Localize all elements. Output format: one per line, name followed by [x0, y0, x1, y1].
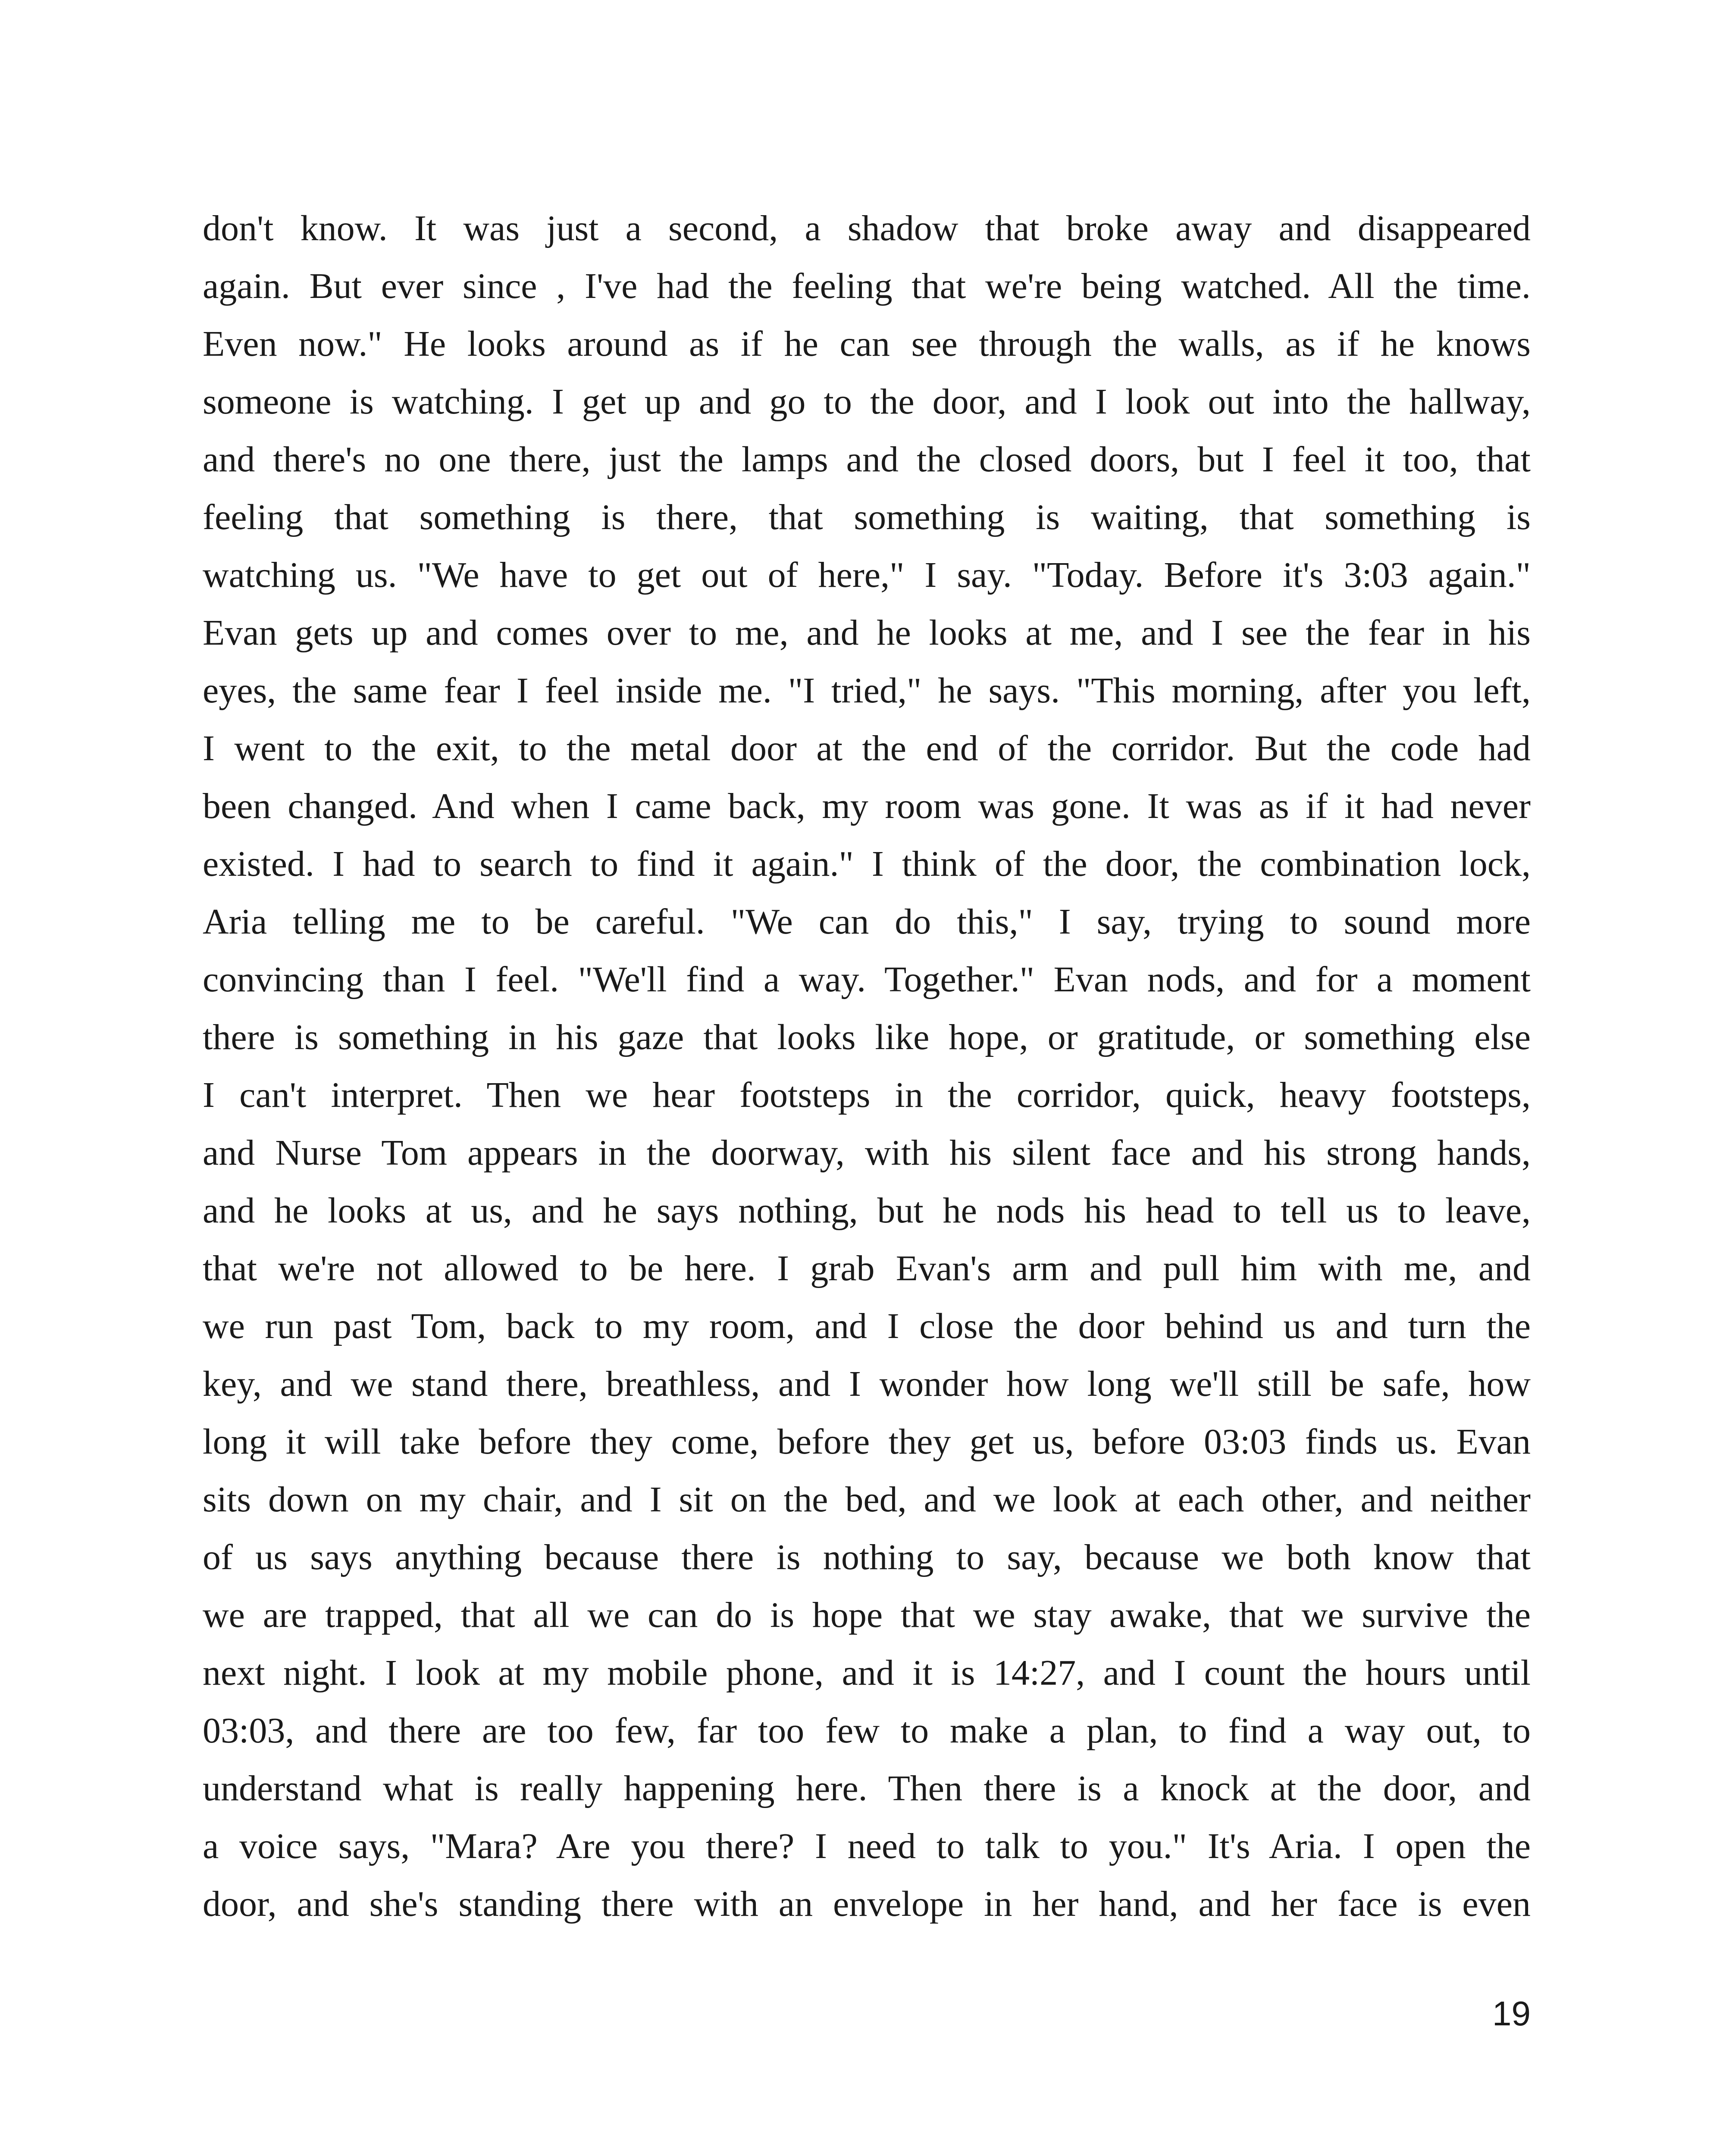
text-line: someone is watching. I get up and go to the door, and I look out into the hallway, [203, 382, 1531, 422]
text-line: and there's no one there, just the lamps and the closed doors, but I feel it too, that [203, 439, 1531, 479]
body-text [203, 200, 1531, 1933]
text-line: and Nurse Tom appears in the doorway, with his silent face and his strong hands, [203, 1133, 1531, 1173]
text-line: I can't interpret. Then we hear footsteps in the corridor, quick, heavy footsteps, [203, 1075, 1531, 1115]
text-line: of us says anything because there is nothing to say, because we both know that [203, 1537, 1531, 1577]
text-line: and he looks at us, and he says nothing, but he nods his head to tell us to leave, [203, 1191, 1531, 1231]
text-line: Aria telling me to be careful. "We can do this," I say, trying to sound more [203, 902, 1531, 942]
text-line: we run past Tom, back to my room, and I close the door behind us and turn the [203, 1306, 1531, 1346]
text-line: next night. I look at my mobile phone, and it is 14:27, and I count the hours until [203, 1653, 1531, 1693]
text-line: 03:03, and there are too few, far too few to make a plan, to find a way out, to [203, 1711, 1531, 1751]
text-line: I went to the exit, to the metal door at the end of the corridor. But the code had [203, 728, 1531, 768]
text-line: key, and we stand there, breathless, and I wonder how long we'll still be safe, how [203, 1364, 1531, 1404]
text-line: Evan gets up and comes over to me, and he looks at me, and I see the fear in his [203, 613, 1531, 653]
text-line: eyes, the same fear I feel inside me. "I tried," he says. "This morning, after you left, [203, 671, 1531, 711]
text-line: don't know. It was just a second, a shadow that broke away and disappeared [203, 208, 1531, 248]
text-line: understand what is really happening here. Then there is a knock at the door, and [203, 1768, 1531, 1808]
text-line: door, and she's standing there with an envelope in her hand, and her face is even [203, 1884, 1531, 1924]
text-line: again. But ever since , I've had the feeling that we're being watched. All the time. [203, 266, 1531, 306]
text-line: sits down on my chair, and I sit on the bed, and we look at each other, and neither [203, 1479, 1531, 1520]
text-line: feeling that something is there, that something is waiting, that something is [203, 497, 1531, 537]
text-line: convincing than I feel. "We'll find a way. Together." Evan nods, and for a moment [203, 959, 1531, 1000]
page-number: 19 [1492, 1994, 1531, 2033]
text-line: we are trapped, that all we can do is hope that we stay awake, that we survive the [203, 1595, 1531, 1635]
text-line: that we're not allowed to be here. I grab Evan's arm and pull him with me, and [203, 1248, 1531, 1288]
text-line: long it will take before they come, before they get us, before 03:03 finds us. Evan [203, 1422, 1531, 1462]
text-line: a voice says, "Mara? Are you there? I need to talk to you." It's Aria. I open the [203, 1826, 1531, 1866]
text-line: watching us. "We have to get out of here," I say. "Today. Before it's 3:03 again." [203, 555, 1531, 595]
text-line: there is something in his gaze that looks like hope, or gratitude, or something else [203, 1017, 1531, 1057]
text-line: been changed. And when I came back, my room was gone. It was as if it had never [203, 786, 1531, 826]
text-line: Even now." He looks around as if he can see through the walls, as if he knows [203, 324, 1531, 364]
text-line: existed. I had to search to find it again." I think of the door, the combination lock, [203, 844, 1531, 884]
